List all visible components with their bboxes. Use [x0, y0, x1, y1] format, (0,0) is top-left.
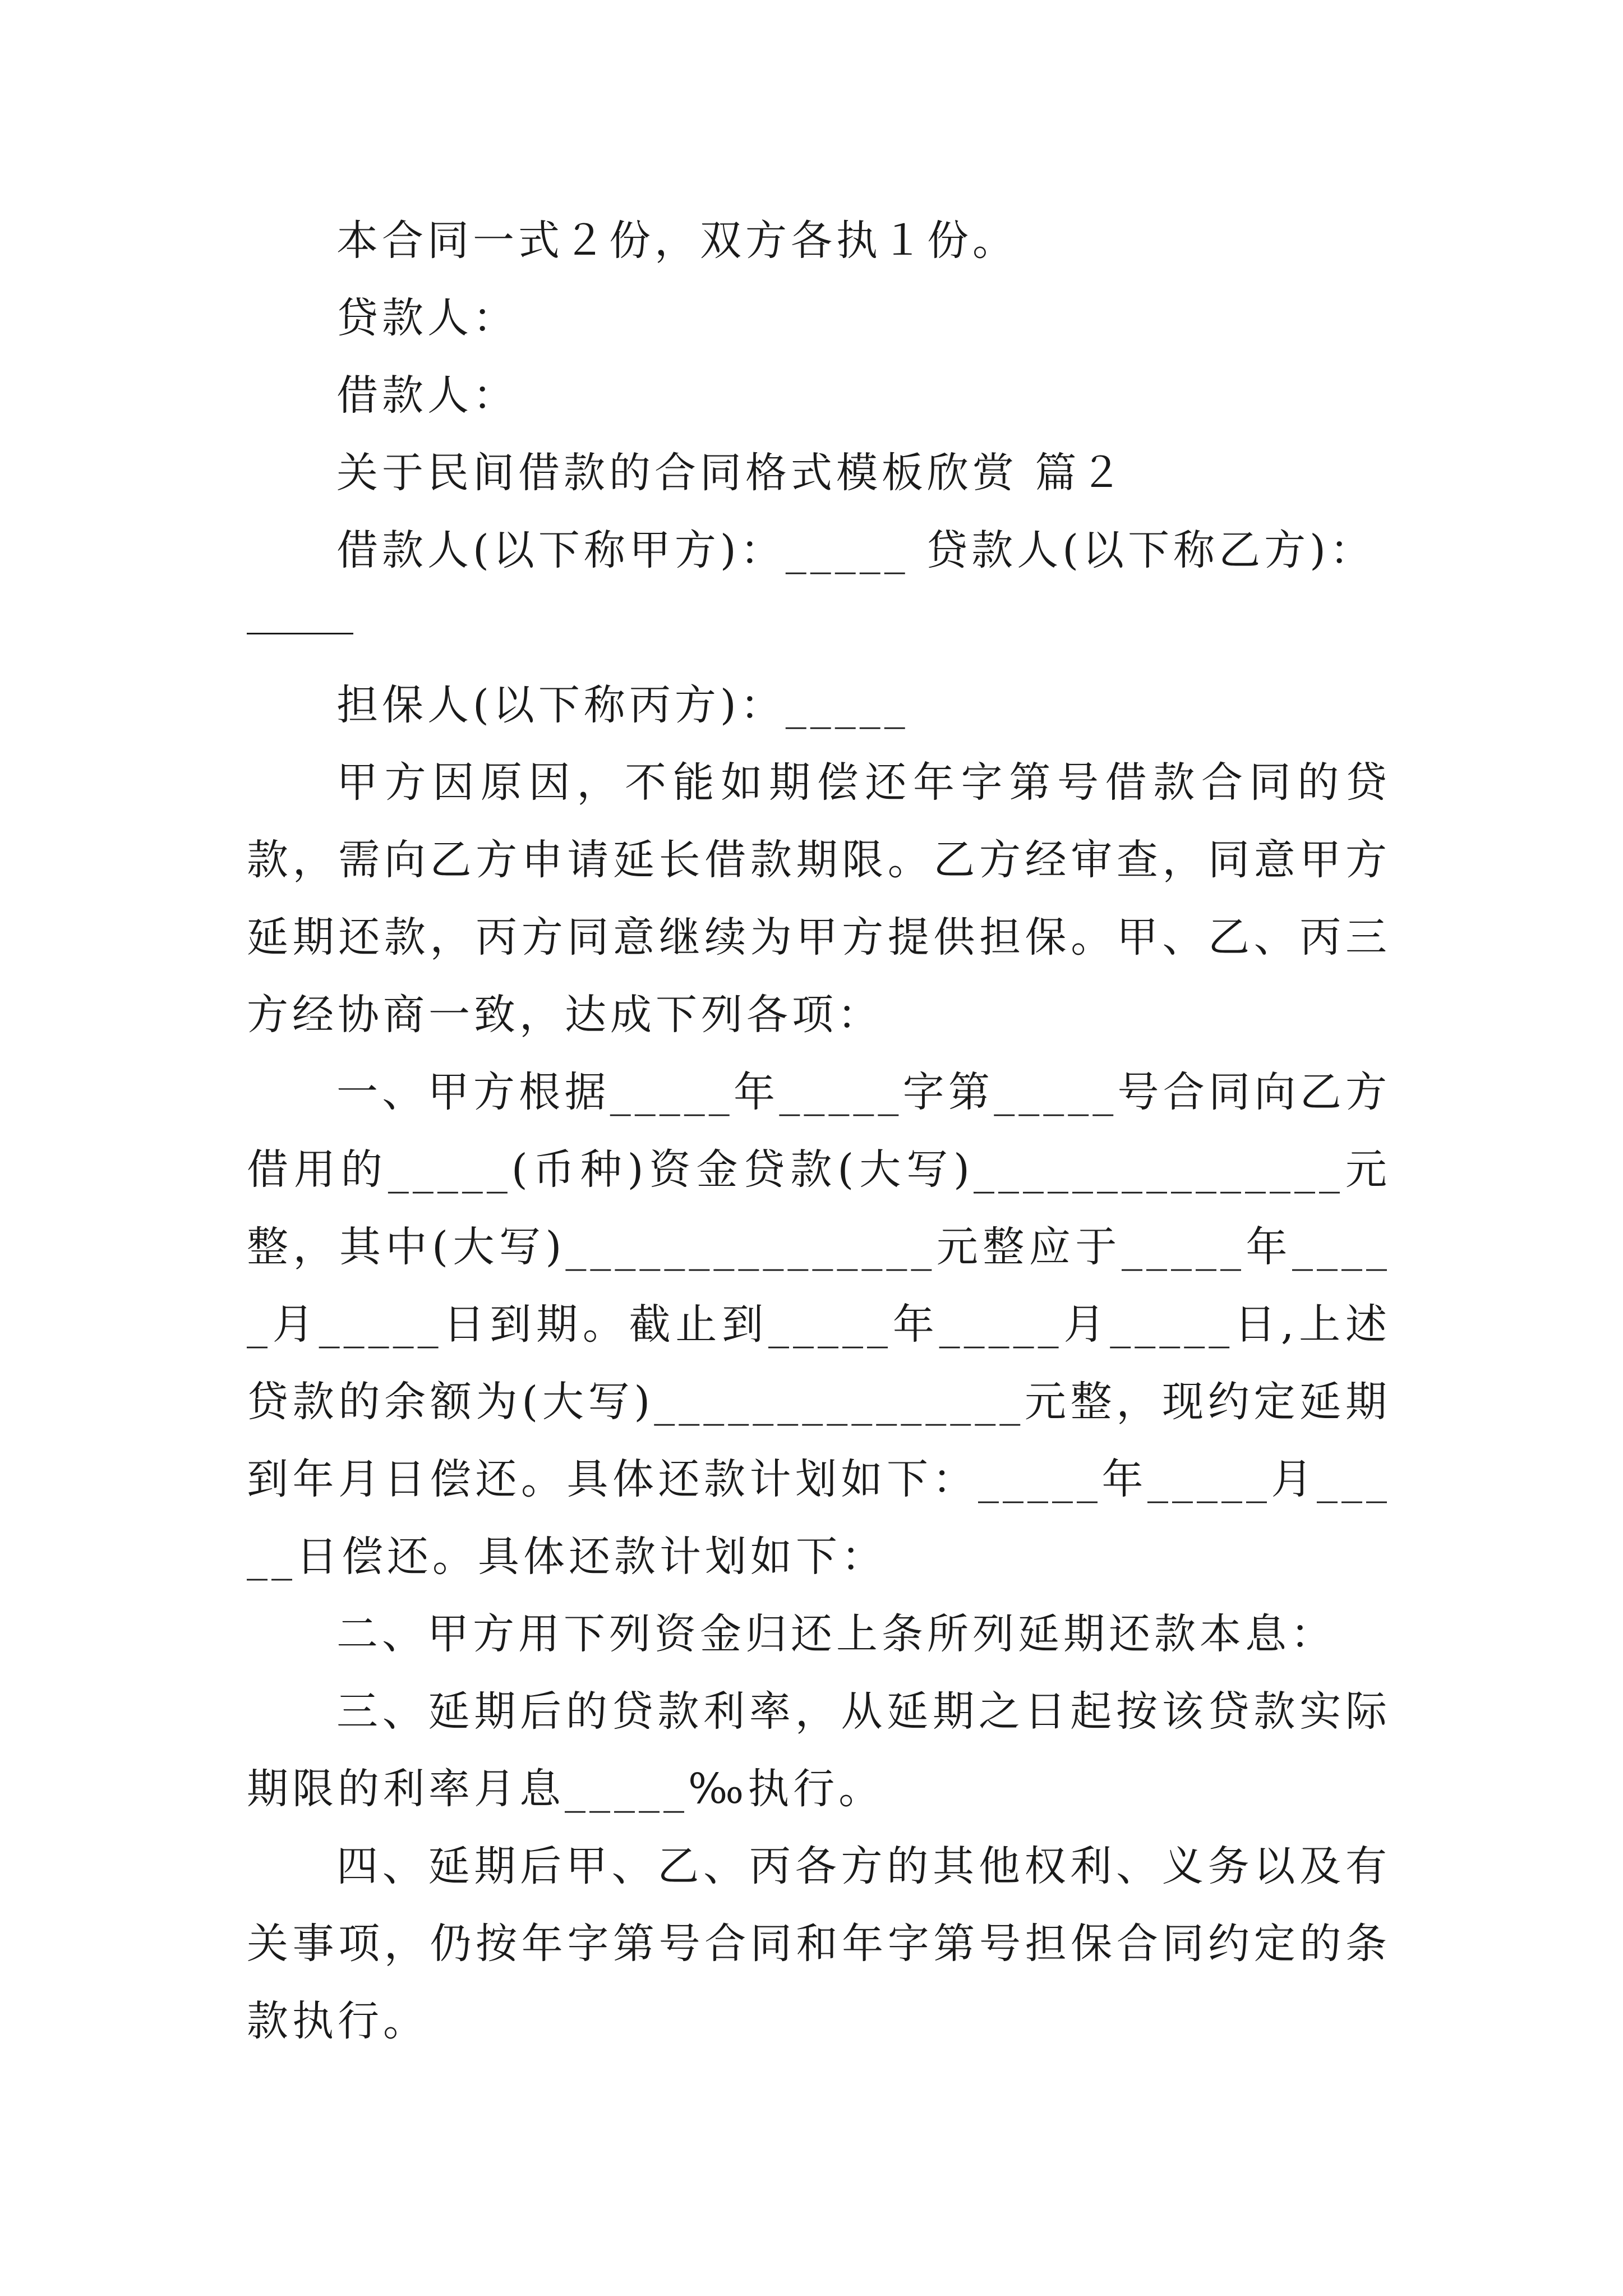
clause-2: 二、甲方用下列资金归还上条所列延期还款本息：	[336, 1610, 1336, 1658]
clause-4: 四、延期后甲、乙、丙各方的其他权利、义务以及有关事项，仍按年字第号合同和年字第号担保合同约定的条款执行。	[247, 1842, 1391, 2045]
paragraph-preamble: 甲方因原因，不能如期偿还年字第号借款合同的贷款，需向乙方申请延长借款期限。乙方经审查，同意甲方延期还款，丙方同意继续为甲方提供担保。甲、乙、丙三方经协商一致，达成下列各项：	[247, 758, 1391, 1039]
blank-underline	[247, 589, 1391, 666]
underline-rule	[247, 633, 353, 634]
section-title: 关于民间借款的合同格式模板欣赏 篇２	[336, 449, 1126, 497]
clause-1: 一、甲方根据_____年_____字第_____号合同向乙方借用的_____(币种)资金贷款(大写)_______________元整，其中(大写)_______________元整应于_____年_____月_____日到期。截止到_____年_____月_____日,上述贷款的余额为(大写)_______________元整，现约定延期到年月日偿还。具体还款计划如下：_____年_____月_____日偿还。具体还款计划如下：	[247, 1068, 1391, 1581]
paragraph-parties: 借款人(以下称甲方)：_____ 贷款人(以下称乙方)：	[336, 526, 1376, 574]
clause-3: 三、延期后的贷款利率，从延期之日起按该贷款实际期限的利率月息_____‰执行。	[247, 1687, 1391, 1813]
paragraph-guarantor: 担保人(以下称丙方)：_____	[336, 681, 909, 729]
paragraph-copies: 本合同一式２份，双方各执１份。	[336, 217, 1018, 265]
document-body	[247, 202, 1391, 2060]
paragraph-borrower: 借款人：	[336, 371, 518, 420]
paragraph-lender: 贷款人：	[336, 294, 518, 342]
